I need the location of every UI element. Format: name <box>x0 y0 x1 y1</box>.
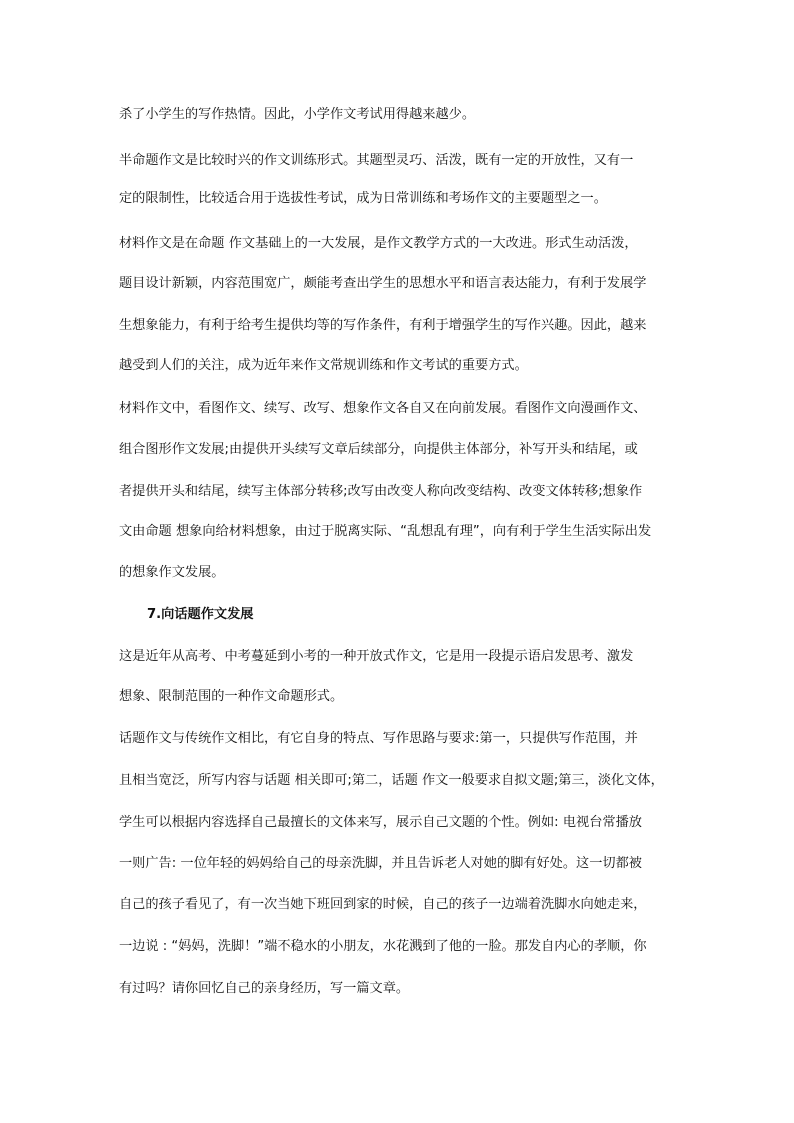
paragraph-line: 材料作文是在命题 作文基础上的一大发展，是作文教学方式的一大改进。形式生动活泼， <box>119 236 638 251</box>
paragraph-line: 杀了小学生的写作热情。因此，小学作文考试用得越来越少。 <box>119 107 476 122</box>
paragraph-line: 题目设计新颖，内容范围宽广，颇能考查出学生的思想水平和语言表达能力，有利于发展学 <box>119 276 647 291</box>
paragraph-line: 文由命题 想象向给材料想象，由过于脱离实际、“乱想乱有理”，向有利于学生生活实际出发 <box>119 524 652 539</box>
paragraph-line: 这是近年从高考、中考蔓延到小考的一种开放式作文，它是用一段提示语启发思考、激发 <box>119 649 634 664</box>
paragraph-line: 且相当宽泛，所写内容与话题 相关即可;第二，话题 作文一般要求自拟文题;第三，淡化文体， <box>119 773 664 788</box>
paragraph-line: 想象、限制范围的一种作文命题形式。 <box>119 689 344 704</box>
paragraph-line: 材料作文中，看图作文、续写、改写、想象作文各自又在向前发展。看图作文向漫画作文、 <box>119 401 647 416</box>
paragraph-line: 组合图形作文发展;由提供开头续写文章后续部分，向提供主体部分，补写开头和结尾，或 <box>119 442 638 457</box>
paragraph-line: 半命题作文是比较时兴的作文训练形式。其题型灵巧、活泼，既有一定的开放性，又有一 <box>119 153 634 168</box>
paragraph-line: 的想象作文发展。 <box>119 565 225 580</box>
paragraph-line: 者提供开头和结尾，续写主体部分转移;改写由改变人称向改变结构、改变文体转移;想象作 <box>119 484 643 499</box>
paragraph-line: 越受到人们的关注，成为近年来作文常规训练和作文考试的重要方式。 <box>119 358 528 373</box>
paragraph-line: 生想象能力，有利于给考生提供均等的写作条件，有利于增强学生的写作兴趣。因此，越来 <box>119 318 647 333</box>
paragraph-line: 有过吗？请你回忆自己的亲身经历，写一篇文章。 <box>119 981 410 996</box>
paragraph-line: 学生可以根据内容选择自己最擅长的文体来写，展示自己文题的个性。例如: 电视台常播放 <box>119 815 642 830</box>
paragraph-line: 定的限制性，比较适合用于选拔性考试，成为日常训练和考场作文的主要题型之一。 <box>119 191 607 206</box>
paragraph-line: 一边说 : “妈妈，洗脚！”端不稳水的小朋友，水花溅到了他的一脸。那发自内心的孝顺，你 <box>119 939 647 954</box>
paragraph-line: 自己的孩子看见了，有一次当她下班回到家的时候，自己的孩子一边端着洗脚水向她走来， <box>119 897 647 912</box>
section-heading: 7.向话题作文发展 <box>147 607 254 622</box>
paragraph-line: 一则广告: 一位年轻的妈妈给自己的母亲洗脚，并且告诉老人对她的脚有好处。这一切都被 <box>119 856 642 871</box>
paragraph-line: 话题作文与传统作文相比，有它自身的特点、写作思路与要求:第一，只提供写作范围，并 <box>119 731 638 746</box>
